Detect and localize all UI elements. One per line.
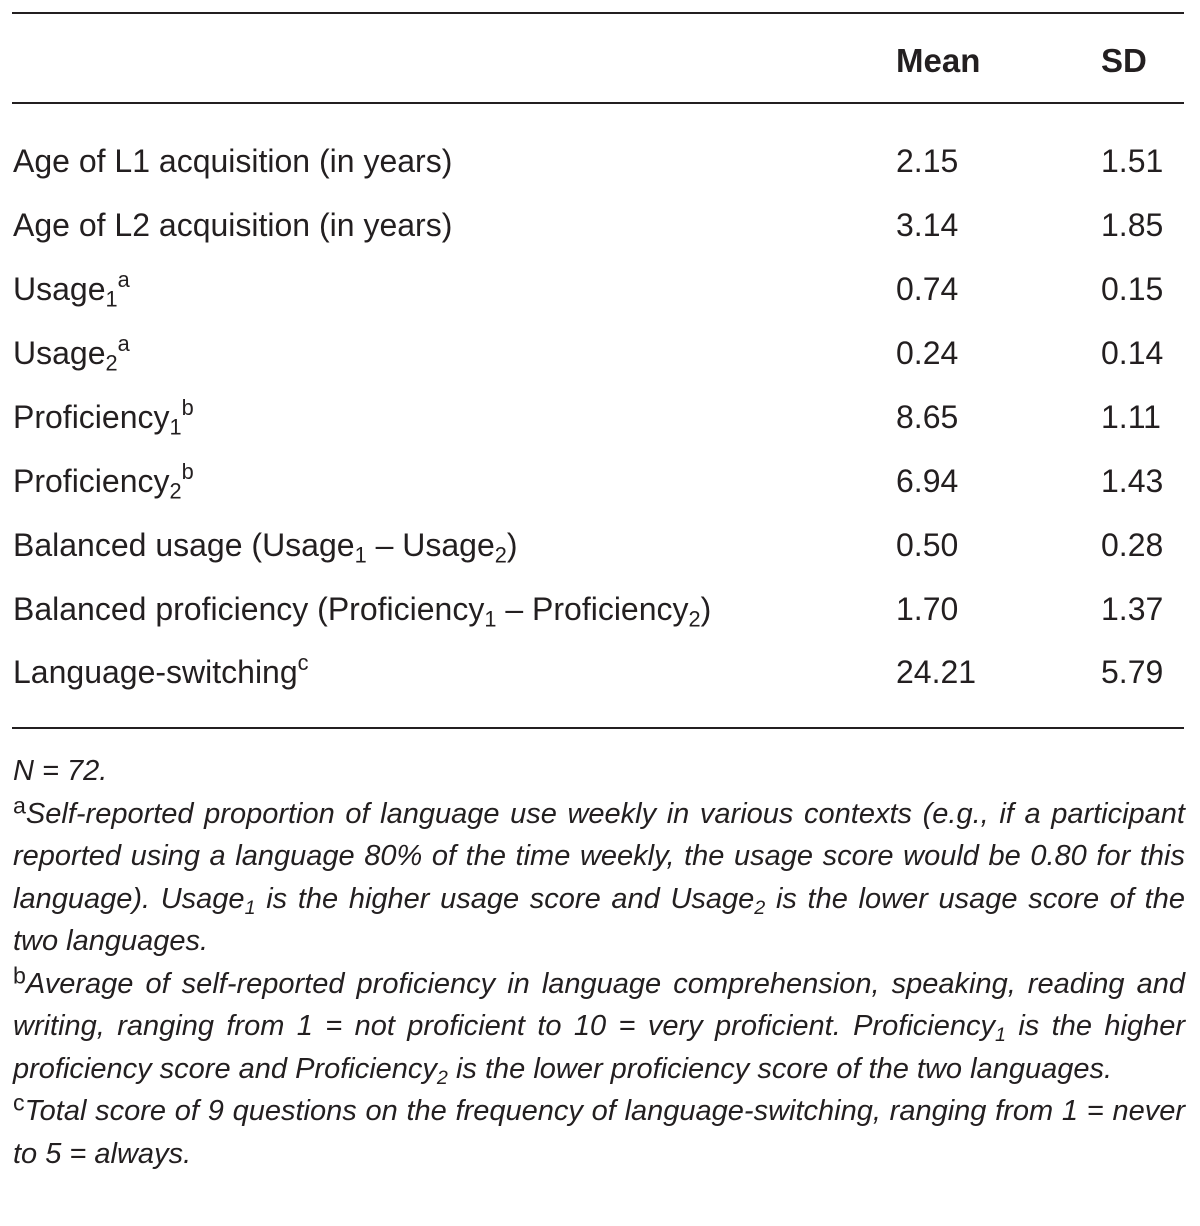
row-label-footnote-mark: b: [181, 394, 194, 420]
row-label: Age of L2 acquisition (in years): [13, 207, 453, 243]
row-mean: 0.24: [896, 335, 959, 371]
bottom-rule: [12, 727, 1184, 729]
footnote-subscript: 2: [436, 1066, 448, 1089]
table-row: [0, 458, 1200, 525]
row-label-footnote-mark: c: [297, 649, 309, 675]
row-label-text: – Usage: [366, 527, 495, 563]
footnote-mark: a: [13, 792, 26, 819]
row-label-text: Balanced usage (Usage: [13, 527, 355, 563]
header-sd: SD: [1101, 42, 1147, 79]
footnote-text: Average of self-reported proficiency in language comprehension, speaking, reading and writing, ranging from 1 = not proficient to 10 = very proficient. Proficiency: [13, 967, 1185, 1042]
row-label-text: Usage: [13, 271, 106, 307]
row-label: Age of L1 acquisition (in years): [13, 143, 453, 179]
footnote-a: [13, 793, 1185, 963]
row-label-text: Usage: [13, 335, 106, 371]
note-n: N = 72.: [13, 755, 108, 787]
footnote-text: is the lower proficiency score of the two languages.: [447, 1052, 1113, 1085]
footnote-subscript: 1: [244, 896, 256, 919]
table-notes: [13, 750, 1185, 1175]
row-label-footnote-mark: a: [117, 266, 130, 292]
row-label-text: Proficiency: [13, 399, 170, 435]
table-row: [0, 649, 1200, 716]
row-sd: 0.14: [1101, 335, 1164, 371]
table-row: [0, 394, 1200, 461]
row-sd: 1.37: [1101, 591, 1164, 627]
row-label: [13, 525, 518, 568]
row-label: [13, 649, 309, 692]
row-sd: 5.79: [1101, 654, 1164, 690]
table-row: [0, 266, 1200, 333]
row-mean: 0.74: [896, 271, 959, 307]
footnote-text: Self-reported proportion of language use weekly in various contexts (e.g., if a participant reported using a language 80% of the time weekly, the usage score would be 0.80 for this language). Usage: [13, 797, 1185, 915]
row-label: [13, 394, 194, 440]
row-label: [13, 266, 130, 312]
top-rule: [12, 12, 1184, 14]
footnote-subscript: 1: [995, 1023, 1006, 1046]
footnote-subscript: 2: [754, 896, 766, 919]
row-mean: 8.65: [896, 399, 959, 435]
row-sd: 0.15: [1101, 271, 1164, 307]
table-row: [0, 589, 1200, 653]
row-label: [13, 330, 130, 376]
row-label-footnote-mark: b: [181, 458, 194, 484]
footnote-b: [13, 963, 1185, 1091]
row-label-text: Proficiency: [13, 463, 170, 499]
row-sd: 1.85: [1101, 207, 1164, 243]
header-mean: Mean: [896, 42, 981, 79]
row-label: [13, 458, 194, 504]
row-label-subscript: 1: [484, 606, 497, 632]
table-row: [0, 141, 1200, 205]
footnote-text: is the higher usage score and Usage: [255, 882, 755, 915]
row-mean: 2.15: [896, 143, 959, 179]
row-mean: 0.50: [896, 527, 959, 563]
table-row: [0, 330, 1200, 397]
row-sd: 0.28: [1101, 527, 1164, 563]
table-row: [0, 205, 1200, 269]
footnote-text: Total score of 9 questions on the frequency of language-switching, ranging from 1 = never to 5 = always.: [13, 1095, 1185, 1170]
row-label-text: ): [506, 527, 518, 563]
row-label-text: Language-switching: [13, 654, 298, 690]
row-mean: 1.70: [896, 591, 959, 627]
row-label-subscript: 2: [494, 542, 507, 568]
footnote-mark: b: [13, 962, 26, 989]
row-label-subscript: 1: [169, 414, 182, 440]
footnote-c: [13, 1090, 1185, 1175]
row-label-footnote-mark: a: [117, 330, 130, 356]
row-mean: 6.94: [896, 463, 959, 499]
row-sd: 1.51: [1101, 143, 1164, 179]
row-label-subscript: 2: [169, 478, 182, 504]
row-sd: 1.43: [1101, 463, 1164, 499]
footnote-mark: c: [13, 1089, 25, 1116]
table-row: [0, 525, 1200, 589]
row-label-subscript: 1: [105, 286, 118, 312]
row-label-subscript: 2: [105, 350, 118, 376]
row-label: [13, 589, 712, 632]
row-sd: 1.11: [1101, 399, 1161, 435]
row-mean: 3.14: [896, 207, 959, 243]
footnote-text: is the higher proficiency score and Proficiency: [13, 1010, 1185, 1085]
row-mean: 24.21: [896, 654, 977, 690]
row-label-subscript: 1: [354, 542, 367, 568]
row-label-subscript: 2: [688, 606, 701, 632]
header-rule: [12, 102, 1184, 104]
row-label-text: – Proficiency: [496, 591, 689, 627]
footnote-text: is the lower usage score of the two languages.: [13, 882, 1185, 957]
row-label-text: Balanced proficiency (Proficiency: [13, 591, 485, 627]
row-label-text: ): [700, 591, 712, 627]
